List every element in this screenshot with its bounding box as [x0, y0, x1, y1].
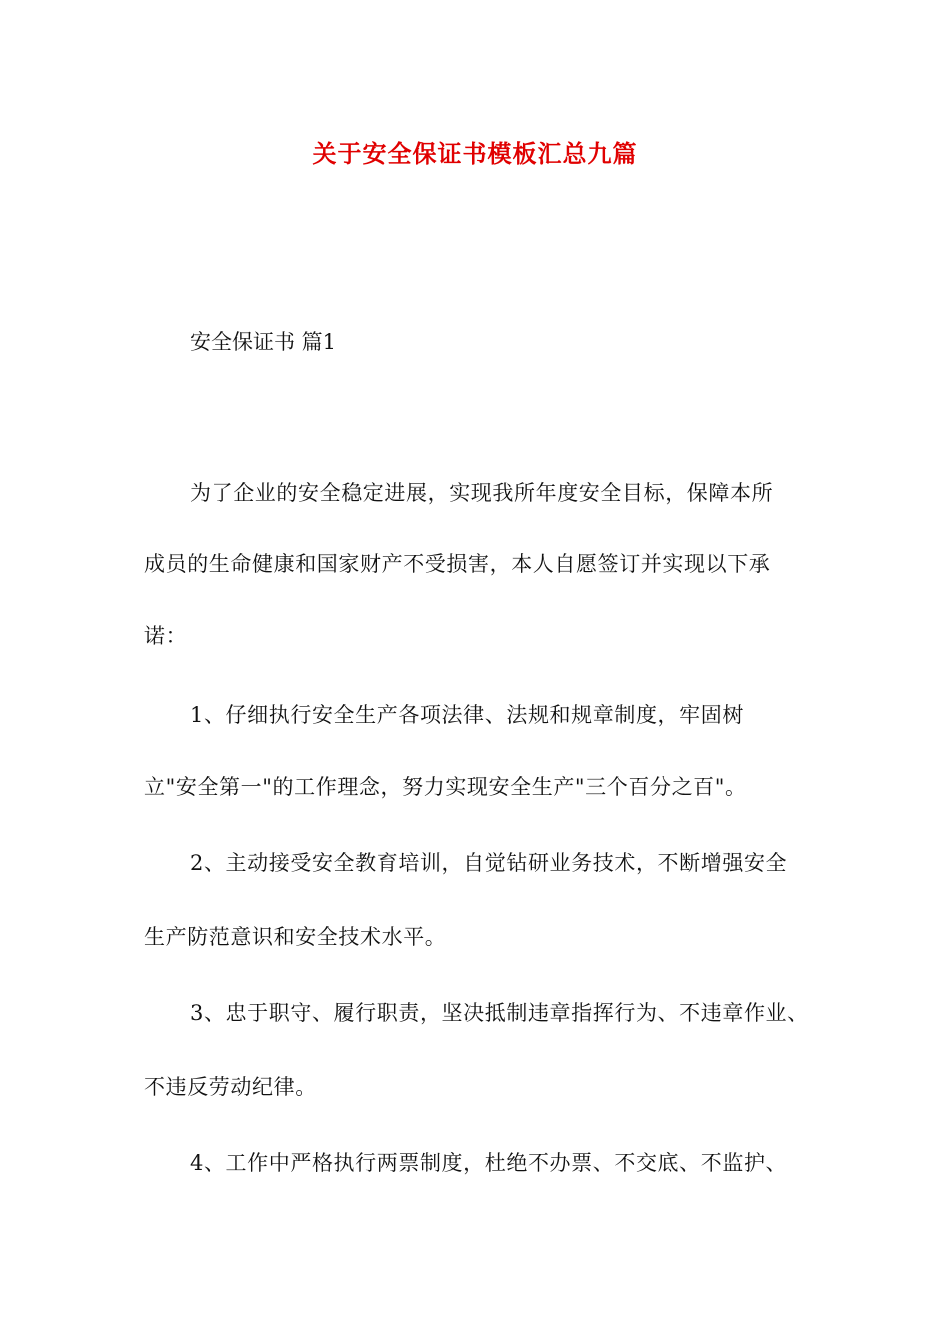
paragraph-line: 不违反劳动纪律。 — [144, 1075, 317, 1099]
paragraph-line: 1、仔细执行安全生产各项法律、法规和规章制度，牢固树 — [190, 703, 744, 727]
section-heading: 安全保证书 篇1 — [190, 330, 337, 354]
paragraph-line: 为了企业的安全稳定进展，实现我所年度安全目标，保障本所 — [190, 481, 774, 505]
paragraph-line: 成员的生命健康和国家财产不受损害，本人自愿签订并实现以下承 — [144, 552, 771, 576]
paragraph-line: 立"安全第一"的工作理念，努力实现安全生产"三个百分之百"。 — [144, 775, 747, 799]
paragraph-line: 生产防范意识和安全技术水平。 — [144, 925, 447, 949]
paragraph-line: 2、主动接受安全教育培训，自觉钻研业务技术，不断增强安全 — [190, 851, 788, 875]
paragraph-line: 4、工作中严格执行两票制度，杜绝不办票、不交底、不监护、 — [190, 1151, 788, 1175]
document-title: 关于安全保证书模板汇总九篇 — [312, 139, 638, 168]
paragraph-line: 3、忠于职守、履行职责，坚决抵制违章指挥行为、不违章作业、 — [190, 1001, 809, 1025]
paragraph-line: 诺： — [144, 624, 188, 648]
